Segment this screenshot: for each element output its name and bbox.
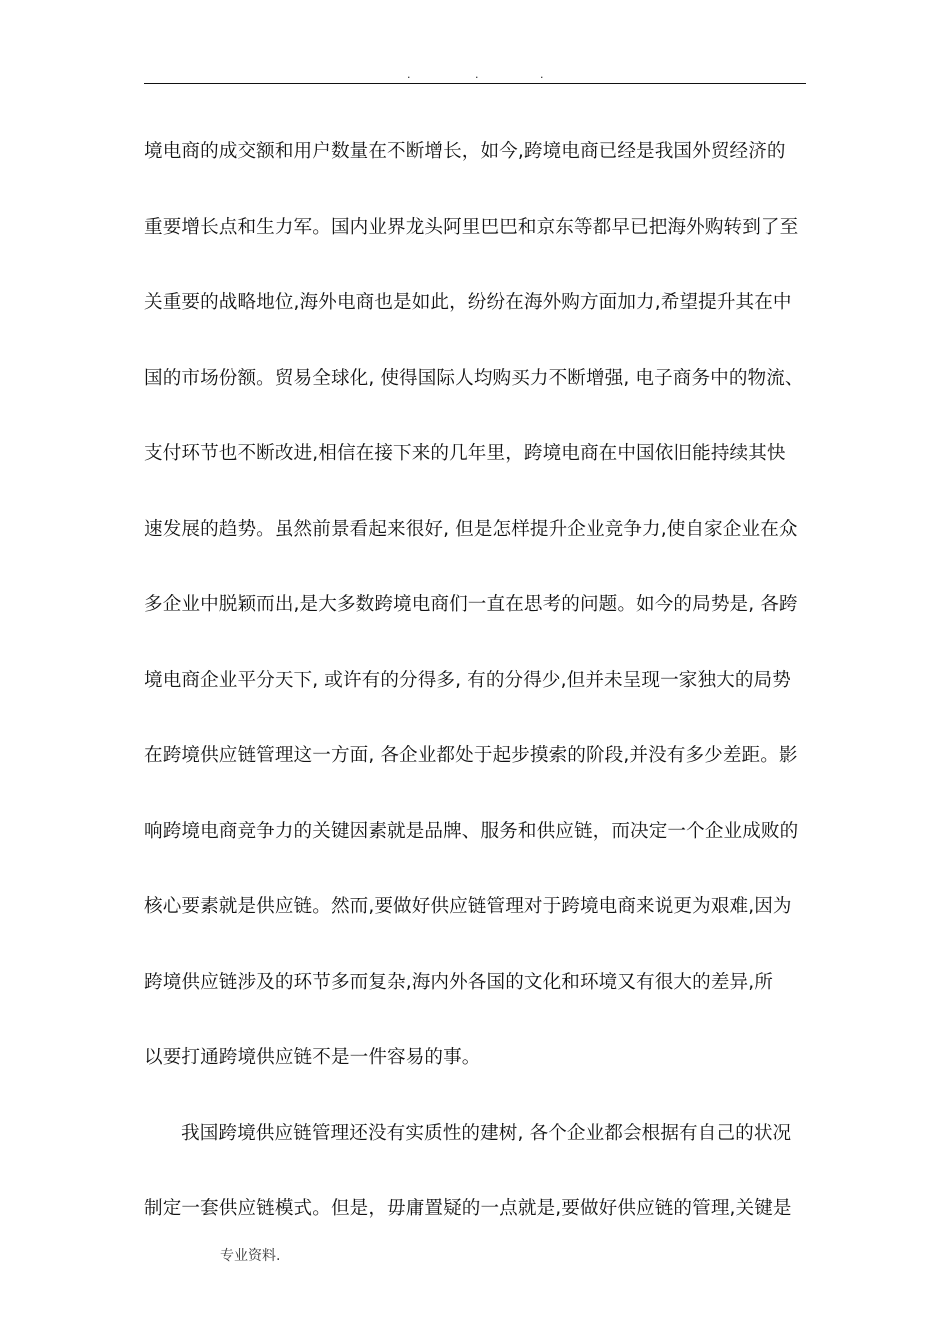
text-line: 支付环节也不断改进,相信在接下来的几年里，跨境电商在中国依旧能持续其快 xyxy=(144,443,786,464)
text-line: 制定一套供应链模式。但是，毋庸置疑的一点就是,要做好供应链的管理,关键是 xyxy=(144,1198,792,1219)
text-line: 多企业中脱颖而出,是大多数跨境电商们一直在思考的问题。如今的局势是, 各跨 xyxy=(144,594,798,615)
text-line: 在跨境供应链管理这一方面, 各企业都处于起步摸索的阶段,并没有多少差距。影 xyxy=(144,745,798,766)
body-text xyxy=(144,131,806,1264)
paragraph-first-line: 我国跨境供应链管理还没有实质性的建树, 各个企业都会根据有自己的状况 xyxy=(181,1122,792,1144)
footer-label: 专业资料. xyxy=(220,1248,281,1264)
text-line: 国的市场份额。贸易全球化, 使得国际人均购买力不断增强, 电子商务中的物流、 xyxy=(144,367,804,389)
header-marks xyxy=(0,68,950,82)
text-line: 境电商的成交额和用户数量在不断增长，如今,跨境电商已经是我国外贸经济的 xyxy=(144,141,786,162)
text-line: 速发展的趋势。虽然前景看起来很好, 但是怎样提升企业竞争力,使自家企业在众 xyxy=(144,518,798,540)
header-mark: . xyxy=(540,68,544,81)
text-line: 响跨境电商竞争力的关键因素就是品牌、服务和供应链，而决定一个企业成败的 xyxy=(144,820,799,842)
text-line: 关重要的战略地位,海外电商也是如此，纷纷在海外购方面加力,希望提升其在中 xyxy=(144,292,792,313)
text-line: 境电商企业平分天下, 或许有的分得多, 有的分得少,但并未呈现一家独大的局势 xyxy=(144,669,791,691)
header-mark: . xyxy=(407,68,411,81)
text-line: 以要打通跨境供应链不是一件容易的事。 xyxy=(144,1047,481,1068)
text-line: 跨境供应链涉及的环节多而复杂,海内外各国的文化和环境又有很大的差异,所 xyxy=(144,971,773,993)
text-line: 重要增长点和生力军。国内业界龙头阿里巴巴和京东等都早已把海外购转到了至 xyxy=(144,216,799,238)
text-line: 核心要素就是供应链。然而,要做好供应链管理对于跨境电商来说更为艰难,因为 xyxy=(144,896,792,917)
header-rule xyxy=(144,83,806,84)
header-mark: . xyxy=(475,68,479,81)
